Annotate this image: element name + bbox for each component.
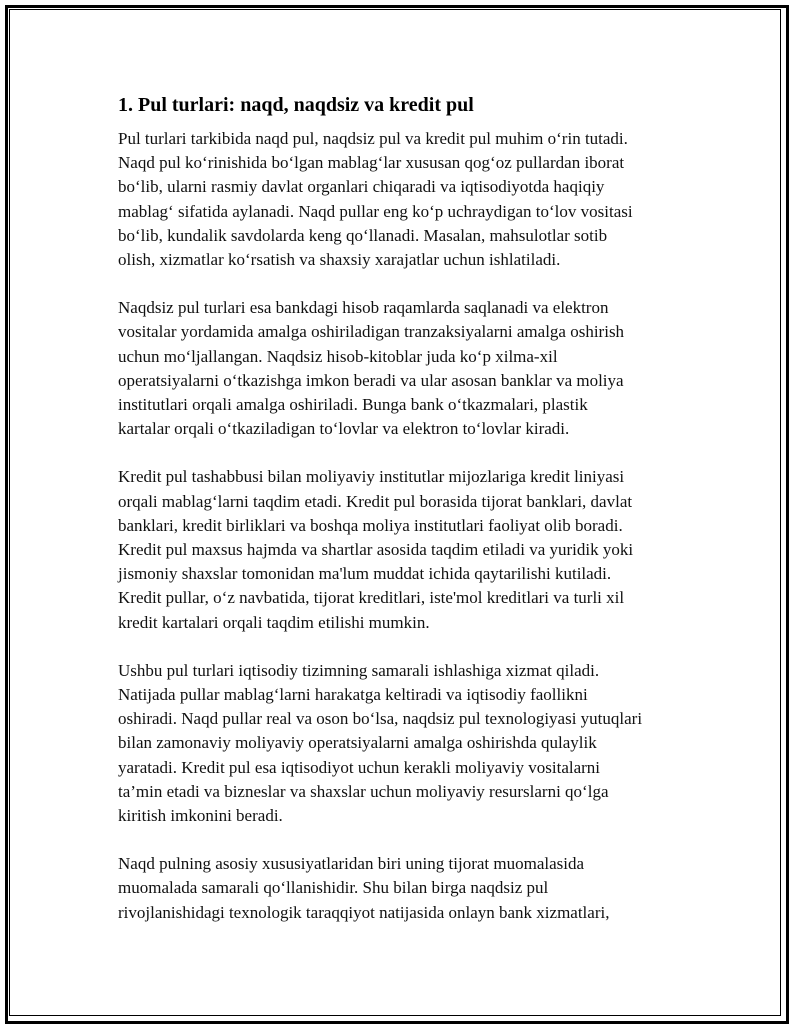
text-line: kiritish imkonini beradi. (118, 806, 283, 826)
text-line: Pul turlari tarkibida naqd pul, naqdsiz pul va kredit pul muhim o‘rin tutadi. (118, 129, 628, 148)
text-line: muomalada samarali qo‘llanishidir. Shu bilan birga naqdsiz pul (118, 878, 549, 898)
text-line: banklari, kredit birliklari va boshqa moliya institutlari faoliyat olib boradi. (118, 515, 623, 535)
text-line: Kredit pul maxsus hajmda va shartlar asosida taqdim etiladi va yuridik yoki (118, 540, 634, 560)
text-line: bo‘lib, kundalik savdolarda keng qo‘llanadi. Masalan, mahsulotlar sotib (118, 225, 608, 245)
text-line: vositalar yordamida amalga oshiriladigan tranzaksiyalarni amalga oshirish (118, 322, 625, 342)
text-line: bo‘lib, ularni rasmiy davlat organlari chiqaradi va iqtisodiyotda haqiqiy (118, 177, 605, 197)
paragraph (118, 465, 690, 634)
text-line: uchun mo‘ljallangan. Naqdsiz hisob-kitoblar juda ko‘p xilma-xil (118, 346, 558, 366)
section-heading: 1. Pul turlari: naqd, naqdsiz va kredit pul (118, 94, 474, 116)
text-line: olish, xizmatlar ko‘rsatish va shaxsiy xarajatlar uchun ishlatiladi. (118, 250, 561, 270)
text-line: Naqd pul ko‘rinishida bo‘lgan mablag‘lar xususan qog‘oz pullardan iborat (118, 153, 625, 173)
text-line: jismoniy shaxslar tomonidan ma'lum muddat ichida qaytarilishi kutiladi. (118, 564, 612, 584)
text-line: ta’min etadi va bizneslar va shaxslar uchun moliyaviy resurslarni qo‘lga (118, 781, 609, 801)
text-line: Naqd pulning asosiy xususiyatlaridan biri uning tijorat muomalasida (118, 854, 585, 874)
text-line: yaratadi. Kredit pul esa iqtisodiyot uchun kerakli moliyaviy vositalarni (118, 757, 601, 777)
text-line: orqali mablag‘larni taqdim etadi. Kredit pul borasida tijorat banklari, davlat (118, 491, 633, 511)
text-line: Natijada pullar mablag‘larni harakatga keltiradi va iqtisodiy faollikni (118, 685, 588, 705)
text-line: institutlari orqali amalga oshiriladi. Bunga bank o‘tkazmalari, plastik (118, 395, 588, 415)
text-line: kredit kartalari orqali taqdim etilishi mumkin. (118, 612, 430, 632)
paragraph (118, 127, 690, 272)
text-line: Kredit pul tashabbusi bilan moliyaviy institutlar mijozlariga kredit liniyasi (118, 467, 625, 487)
paragraph (118, 296, 690, 441)
text-line: bilan zamonaviy moliyaviy operatsiyalarni amalga oshirishda qulaylik (118, 733, 597, 753)
paragraph (118, 852, 690, 925)
document-body (118, 92, 690, 949)
paragraph-container (118, 127, 690, 925)
text-line: Kredit pullar, o‘z navbatida, tijorat kreditlari, iste'mol kreditlari va turli xil (118, 588, 625, 608)
paragraph (118, 659, 690, 828)
text-line: Ushbu pul turlari iqtisodiy tizimning samarali ishlashiga xizmat qiladi. (118, 660, 600, 680)
text-line: Naqdsiz pul turlari esa bankdagi hisob raqamlarda saqlanadi va elektron (118, 298, 609, 318)
text-line: operatsiyalarni o‘tkazishga imkon beradi va ular asosan banklar va moliya (118, 370, 624, 390)
text-line: mablag‘ sifatida aylanadi. Naqd pullar eng ko‘p uchraydigan to‘lov vositasi (118, 201, 633, 221)
text-line: rivojlanishidagi texnologik taraqqiyot natijasida onlayn bank xizmatlari, (118, 902, 610, 922)
text-line: kartalar orqali o‘tkaziladigan to‘lovlar va elektron to‘lovlar kiradi. (118, 419, 570, 439)
text-line: oshiradi. Naqd pullar real va oson bo‘lsa, naqdsiz pul texnologiyasi yutuqlari (118, 709, 643, 729)
